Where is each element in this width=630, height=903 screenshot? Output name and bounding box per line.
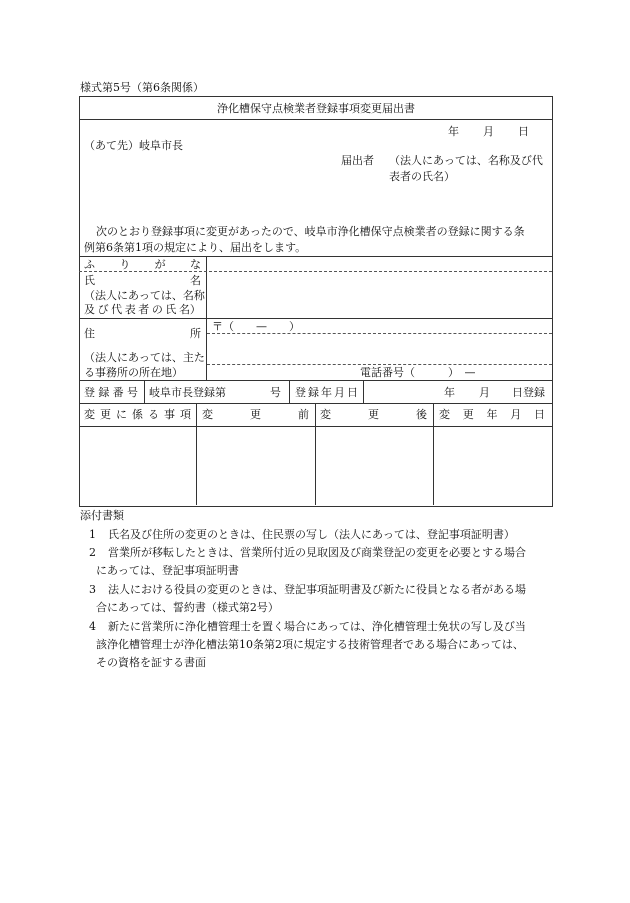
reg-col-1 bbox=[144, 380, 145, 403]
attachment-4-line-3: その資格を証する書面 bbox=[96, 656, 206, 669]
change-col-3 bbox=[433, 403, 434, 505]
change-col-1 bbox=[196, 403, 197, 505]
change-after-header: 変 更 後 bbox=[320, 408, 427, 421]
reg-number-value: 岐阜市長登録第 号 bbox=[149, 386, 281, 399]
postal-code: 〒（ — ） bbox=[212, 320, 300, 333]
reg-date-label: 登 録 年 月 日 bbox=[295, 386, 358, 399]
change-date-header: 変 更 年 月 日 bbox=[439, 408, 545, 421]
notifier-note-1: （法人にあっては、名称及び代 bbox=[389, 154, 543, 167]
date-day: 日 bbox=[518, 125, 529, 138]
address-divider-2 bbox=[207, 364, 552, 365]
name-note-1: （法人にあっては、名称 bbox=[84, 289, 205, 302]
furigana-divider bbox=[79, 271, 552, 272]
reg-date-day: 日登録 bbox=[512, 386, 545, 399]
change-item-header: 変 更 に 係 る 事 項 bbox=[84, 408, 191, 421]
address-note-1: （法人にあっては、主た bbox=[84, 351, 205, 364]
attachment-4-line-1: 新たに営業所に浄化槽管理士を置く場合にあっては、浄化槽管理士免状の写し及び当 bbox=[108, 620, 526, 633]
address-label: 住 所 bbox=[84, 327, 201, 340]
attachments-title: 添付書類 bbox=[80, 509, 124, 522]
reg-number-label: 登 録 番 号 bbox=[84, 386, 138, 399]
change-before-header: 変 更 前 bbox=[202, 408, 309, 421]
reg-col-2 bbox=[289, 380, 290, 403]
date-month: 月 bbox=[483, 125, 494, 138]
name-label: 氏 名 bbox=[84, 274, 201, 287]
body-text-2: 例第6条第1項の規定により、届出をします。 bbox=[84, 241, 307, 254]
reg-date-month: 月 bbox=[479, 386, 490, 399]
attachment-3-line-2: 合にあっては、誓約書（様式第2号） bbox=[96, 601, 279, 614]
address-divider-1 bbox=[207, 333, 552, 334]
form-number: 様式第5号（第6条関係） bbox=[80, 81, 204, 94]
row-line-registration-top bbox=[79, 380, 552, 381]
attachment-2-number: 2 bbox=[89, 546, 96, 559]
row-line-address-top bbox=[79, 318, 552, 319]
title-divider bbox=[79, 119, 552, 120]
attachment-4-line-2: 該浄化槽管理士が浄化槽法第10条第2項に規定する技術管理者である場合にあっては、 bbox=[96, 638, 524, 651]
notifier-note-2: 表者の氏名） bbox=[389, 170, 455, 183]
reg-col-3 bbox=[363, 380, 364, 403]
attachment-3-line-1: 法人における役員の変更のときは、登記事項証明書及び新たに役員となる者がある場 bbox=[108, 583, 526, 596]
change-col-2 bbox=[315, 403, 316, 505]
attachment-2-line-1: 営業所が移転したときは、営業所付近の見取図及び商業登記の変更を必要とする場合 bbox=[108, 546, 526, 559]
reg-date-year: 年 bbox=[444, 386, 455, 399]
body-text-1: 次のとおり登録事項に変更があったので、岐阜市浄化槽保守点検業者の登録に関する条 bbox=[96, 225, 525, 238]
attachment-1-line-1: 氏名及び住所の変更のときは、住民票の写し（法人にあっては、登記事項証明書） bbox=[108, 528, 515, 541]
addressee: （あて先）岐阜市長 bbox=[84, 139, 183, 152]
attachment-1-number: 1 bbox=[89, 528, 96, 541]
attachment-3-number: 3 bbox=[89, 583, 96, 596]
furigana-label: ふ り が な bbox=[84, 258, 201, 271]
phone-number: 電話番号（ ） — bbox=[360, 366, 476, 379]
attachment-4-number: 4 bbox=[89, 620, 96, 633]
row-line-furigana-top bbox=[79, 256, 552, 257]
date-year: 年 bbox=[448, 125, 459, 138]
form-title: 浄化槽保守点検業者登録事項変更届出書 bbox=[217, 102, 415, 115]
attachment-2-line-2: にあっては、登記事項証明書 bbox=[96, 564, 239, 577]
address-note-2: る事務所の所在地） bbox=[84, 366, 183, 379]
notifier-label: 届出者 bbox=[341, 154, 374, 167]
name-note-2: 及 び 代 表 者 の 氏 名） bbox=[84, 303, 201, 316]
